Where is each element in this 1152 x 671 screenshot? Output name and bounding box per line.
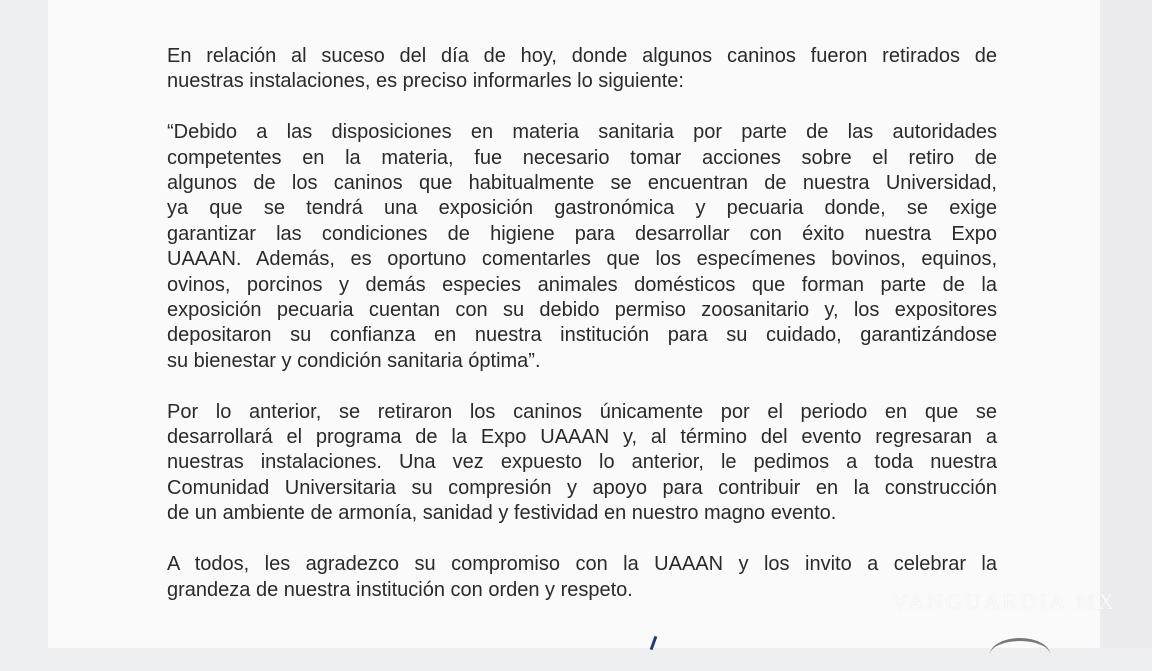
text-line: ya que se tendrá una exposición gastronómica y pecuaria donde, se exige [167, 197, 997, 220]
text-line: En relación al suceso del día de hoy, donde algunos caninos fueron retirados de [167, 45, 997, 67]
text-line: algunos de los caninos que habitualmente se encuentran de nuestra Universidad, [167, 172, 997, 195]
text-line: UAAAN. Además, es oportuno comentarles que los especímenes bovinos, equinos, [167, 248, 997, 271]
text-line: Comunidad Universitaria su compresión y apoyo para contribuir en la construcción [167, 476, 997, 499]
paragraph [167, 44, 997, 95]
seal-fragment [990, 638, 1050, 671]
text-line: A todos, les agradezco su compromiso con la UAAAN y los invito a celebrar la [167, 553, 997, 576]
text-line: depositaron su confianza en nuestra institución para su cuidado, garantizándose [167, 324, 997, 347]
text-line: desarrollará el programa de la Expo UAAAN y, al término del evento regresaran a [167, 426, 997, 449]
letter-body [167, 44, 997, 628]
text-line: exposición pecuaria cuentan con su debido permiso zoosanitario y, los expositores [167, 299, 997, 322]
text-line: ovinos, porcinos y demás especies animales domésticos que forman parte de la [167, 273, 997, 296]
text-line: nuestras instalaciones. Una vez expuesto lo anterior, le pedimos a toda nuestra [167, 451, 997, 474]
paragraph [167, 120, 997, 374]
text-line: nuestras instalaciones, es preciso informarles lo siguiente: [167, 70, 684, 93]
page-edge [1100, 0, 1152, 648]
text-line: competentes en la materia, fue necesario tomar acciones sobre el retiro de [167, 146, 997, 169]
text-line: garantizar las condiciones de higiene para desarrollar con éxito nuestra Expo [167, 222, 997, 245]
text-line: Por lo anterior, se retiraron los caninos únicamente por el periodo en que se [167, 400, 997, 423]
text-line: grandeza de nuestra institución con orden y respeto. [167, 578, 633, 601]
text-line: su bienestar y condición sanitaria óptima”. [167, 349, 541, 372]
paragraph [167, 400, 997, 527]
text-line: “Debido a las disposiciones en materia sanitaria por parte de las autoridades [167, 121, 997, 144]
text-line: de un ambiente de armonía, sanidad y festividad en nuestro magno evento. [167, 502, 837, 525]
watermark: VANGUARDIA MX [892, 589, 1118, 614]
paragraph [167, 552, 997, 603]
